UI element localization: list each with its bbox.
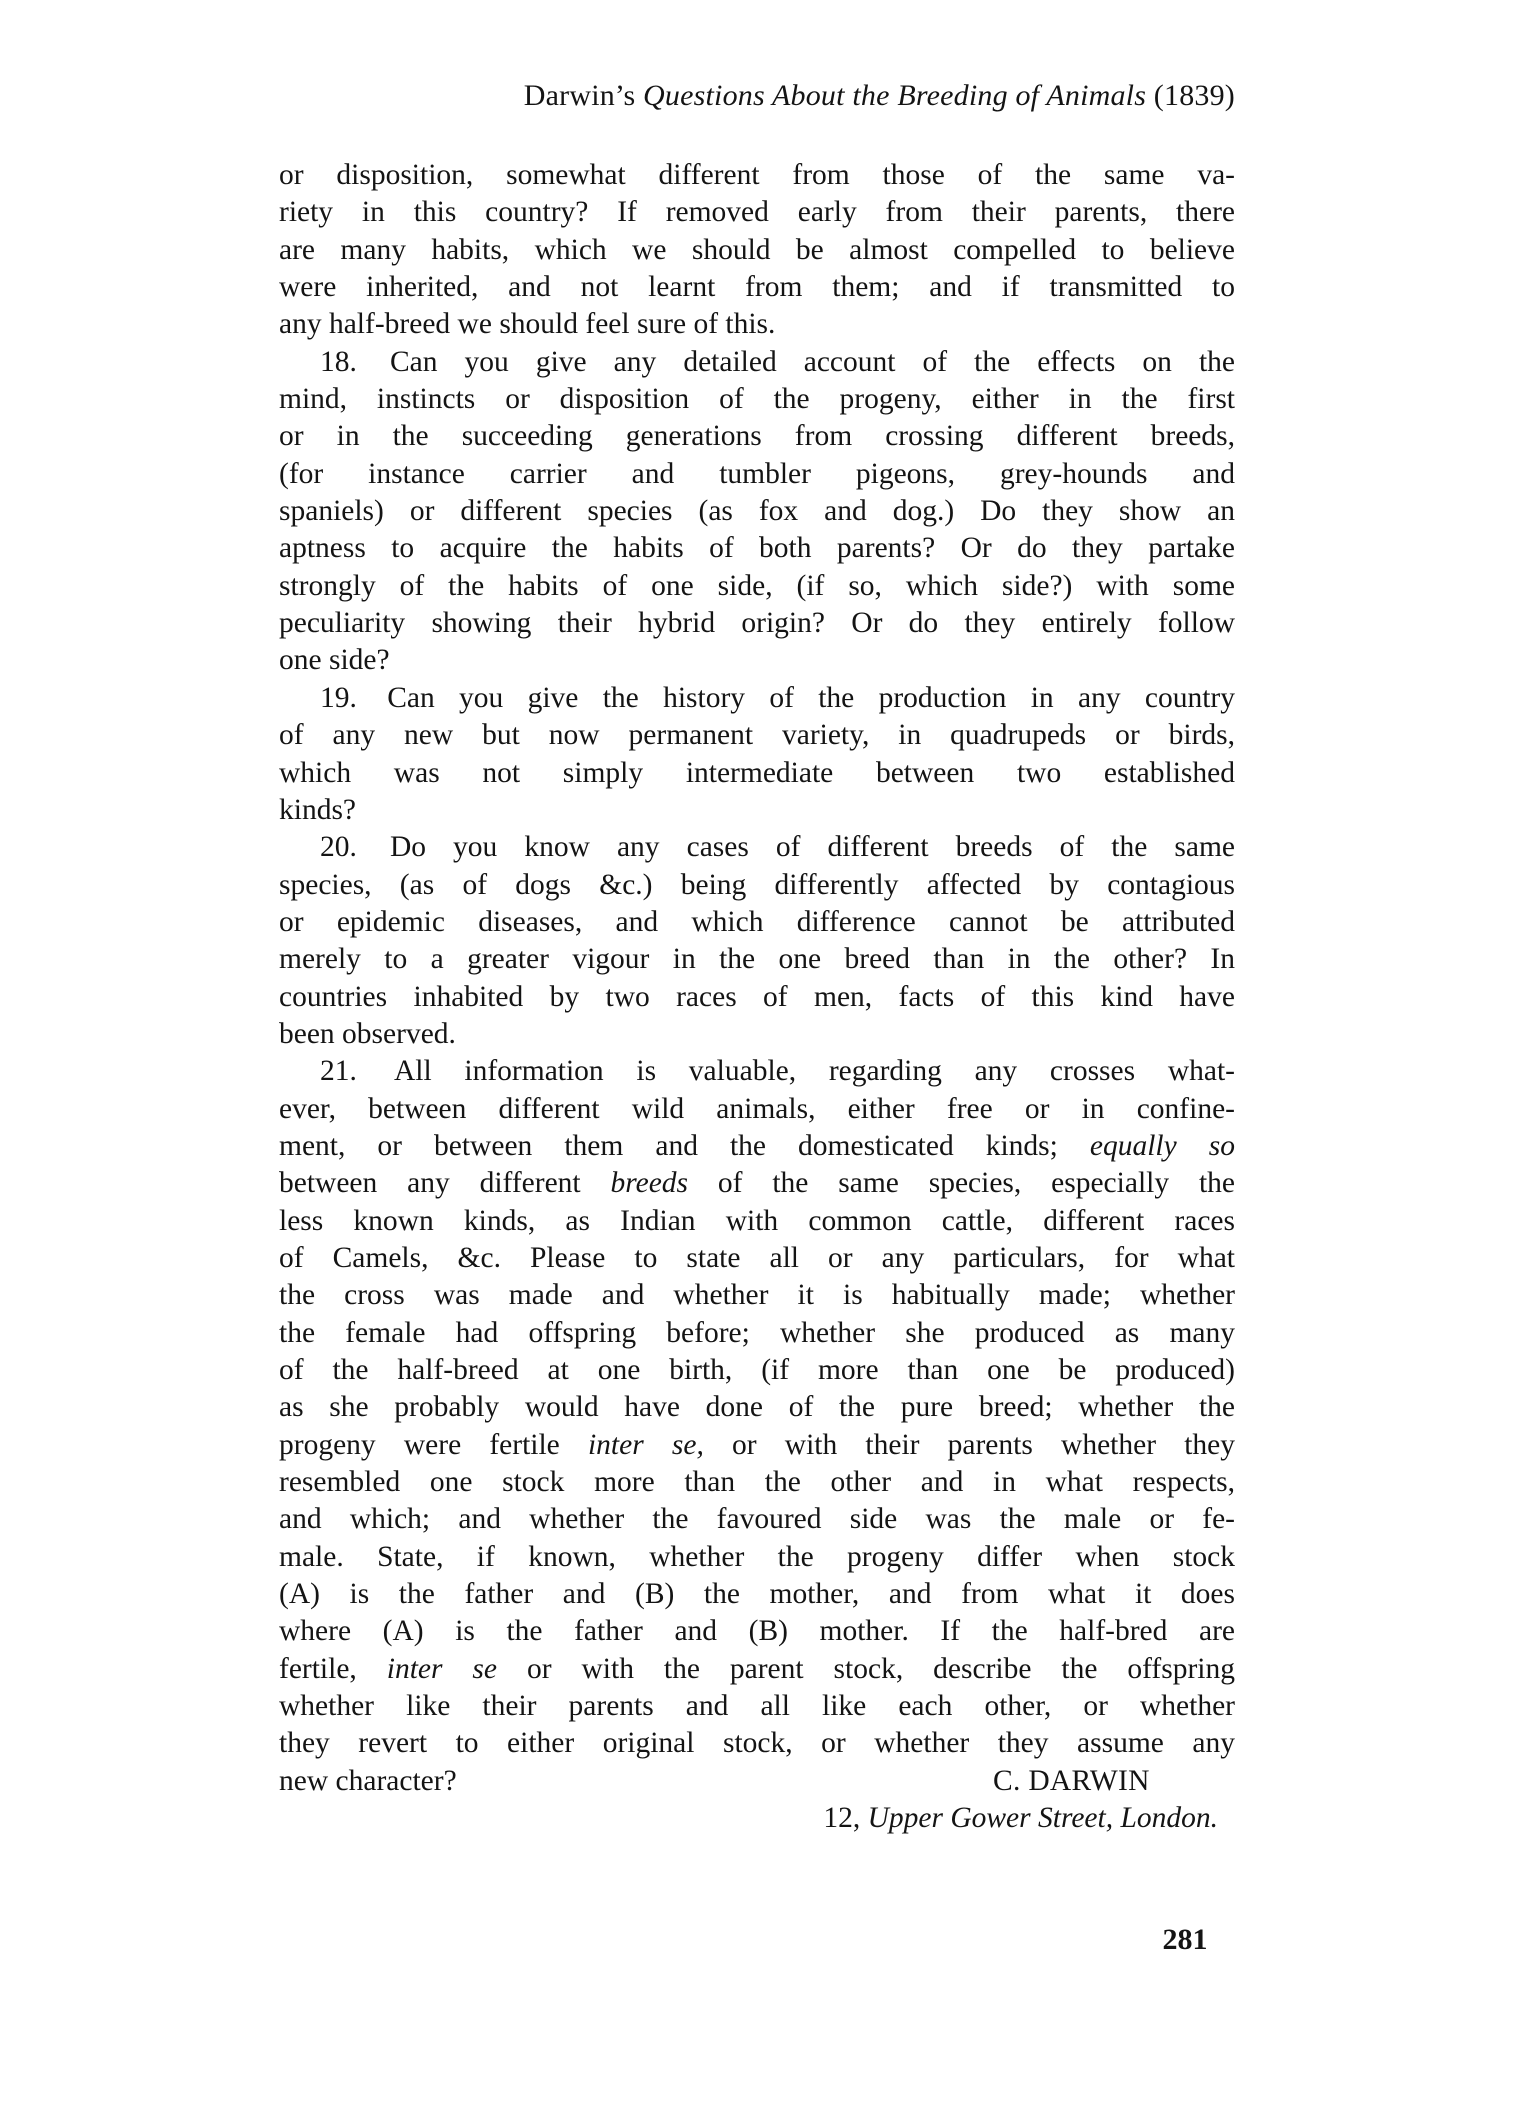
page-number: 281	[1162, 1923, 1208, 1956]
text-line: between any different breeds of the same species, especially the	[279, 1167, 1235, 1200]
text-line: the female had offspring before; whether she produced as many	[279, 1316, 1235, 1349]
text-line: any half-breed we should feel sure of this.	[279, 308, 776, 341]
text-line: whether like their parents and all like each other, or whether	[279, 1690, 1235, 1723]
text-line: of any new but now permanent variety, in quadrupeds or birds,	[279, 719, 1235, 752]
running-head-prefix: Darwin’s	[523, 79, 644, 112]
text-line: or epidemic diseases, and which difference cannot be attributed	[279, 905, 1235, 938]
question-number: 19.	[320, 681, 357, 714]
text-line: kinds?	[279, 793, 357, 826]
text-line: of the half-breed at one birth, (if more than one be produced)	[279, 1354, 1235, 1386]
text-line: species, (as of dogs &c.) being differently affected by contagious	[279, 868, 1235, 901]
text-line: they revert to either original stock, or whether they assume any	[279, 1727, 1235, 1760]
question-20	[279, 829, 1235, 1053]
text-line: the cross was made and whether it is habitually made; whether	[279, 1279, 1235, 1312]
text-line: resembled one stock more than the other and in what respects,	[279, 1466, 1235, 1499]
text-line: or disposition, somewhat different from those of the same va-	[279, 159, 1235, 191]
text-line: spaniels) or different species (as fox and dog.) Do they show an	[279, 495, 1235, 528]
text-line: which was not simply intermediate between two established	[279, 756, 1235, 789]
running-head	[279, 78, 1235, 114]
text-line: are many habits, which we should be almost compelled to believe	[279, 233, 1235, 266]
question-number: 20.	[320, 831, 357, 864]
text-line: as she probably would have done of the pure breed; whether the	[279, 1391, 1235, 1424]
question-number: 21.	[320, 1055, 357, 1088]
text-line: 18. Can you give any detailed account of the effects on the	[320, 345, 1235, 378]
signature-name: C. DARWIN	[993, 1764, 1150, 1797]
text-line: fertile, inter se or with the parent stock, describe the offspring	[279, 1652, 1235, 1685]
text-line: ment, or between them and the domesticated kinds; equally so	[279, 1129, 1235, 1162]
text-line: riety in this country? If removed early from their parents, there	[279, 196, 1235, 229]
text-line: less known kinds, as Indian with common cattle, different races	[279, 1204, 1235, 1237]
emphasis-inter-se: inter se,	[587, 1428, 704, 1461]
text-line: and which; and whether the favoured side was the male or fe-	[279, 1503, 1235, 1536]
text-line: peculiarity showing their hybrid origin? Or do they entirely follow	[279, 607, 1235, 640]
question-18	[279, 344, 1235, 680]
text-line: (for instance carrier and tumbler pigeons, grey-hounds and	[279, 457, 1235, 490]
question-number: 18.	[320, 345, 357, 378]
text-line: 20. Do you know any cases of different breeds of the same	[320, 831, 1235, 864]
emphasis-equally-so: equally so	[1089, 1129, 1235, 1162]
text-line: 19. Can you give the history of the production in any country	[320, 681, 1236, 714]
running-head-title: Questions About the Breeding of Animals	[643, 79, 1147, 112]
text-line: (A) is the father and (B) the mother, and from what it does	[279, 1578, 1235, 1611]
text-line: where (A) is the father and (B) mother. If the half-bred are	[279, 1615, 1235, 1648]
text-line	[279, 1763, 1235, 1800]
text-line: mind, instincts or disposition of the progeny, either in the first	[279, 383, 1235, 416]
question-19	[279, 680, 1235, 829]
question-21	[279, 1053, 1235, 1837]
text-line: or in the succeeding generations from crossing different breeds,	[279, 420, 1235, 453]
text-line: male. State, if known, whether the progeny differ when stock	[279, 1540, 1235, 1573]
text-line: strongly of the habits of one side, (if so, which side?) with some	[279, 569, 1235, 602]
text-line: of Camels, &c. Please to state all or any particulars, for what	[279, 1241, 1235, 1274]
text-line: been observed.	[279, 1017, 456, 1050]
text-line: countries inhabited by two races of men, facts of this kind have	[279, 980, 1235, 1013]
text-line: progeny were fertile inter se, or with their parents whether they	[279, 1428, 1236, 1461]
text-line: 21. All information is valuable, regarding any crosses what-	[320, 1055, 1235, 1088]
text-line: one side?	[279, 644, 390, 677]
emphasis-inter-se: inter se	[386, 1652, 498, 1685]
text-line: merely to a greater vigour in the one breed than in the other? In	[279, 943, 1235, 976]
text-line: aptness to acquire the habits of both parents? Or do they partake	[279, 532, 1235, 565]
emphasis-breeds: breeds	[610, 1167, 689, 1200]
signature-address: 12, Upper Gower Street, London.	[823, 1802, 1218, 1835]
running-head-year: (1839)	[1146, 79, 1235, 112]
continuation-paragraph	[279, 157, 1235, 344]
text-line: ever, between different wild animals, either free or in confine-	[279, 1092, 1235, 1125]
body-text	[279, 157, 1235, 1837]
text-line: were inherited, and not learnt from them; and if transmitted to	[279, 271, 1235, 304]
final-line: new character?	[279, 1764, 457, 1797]
